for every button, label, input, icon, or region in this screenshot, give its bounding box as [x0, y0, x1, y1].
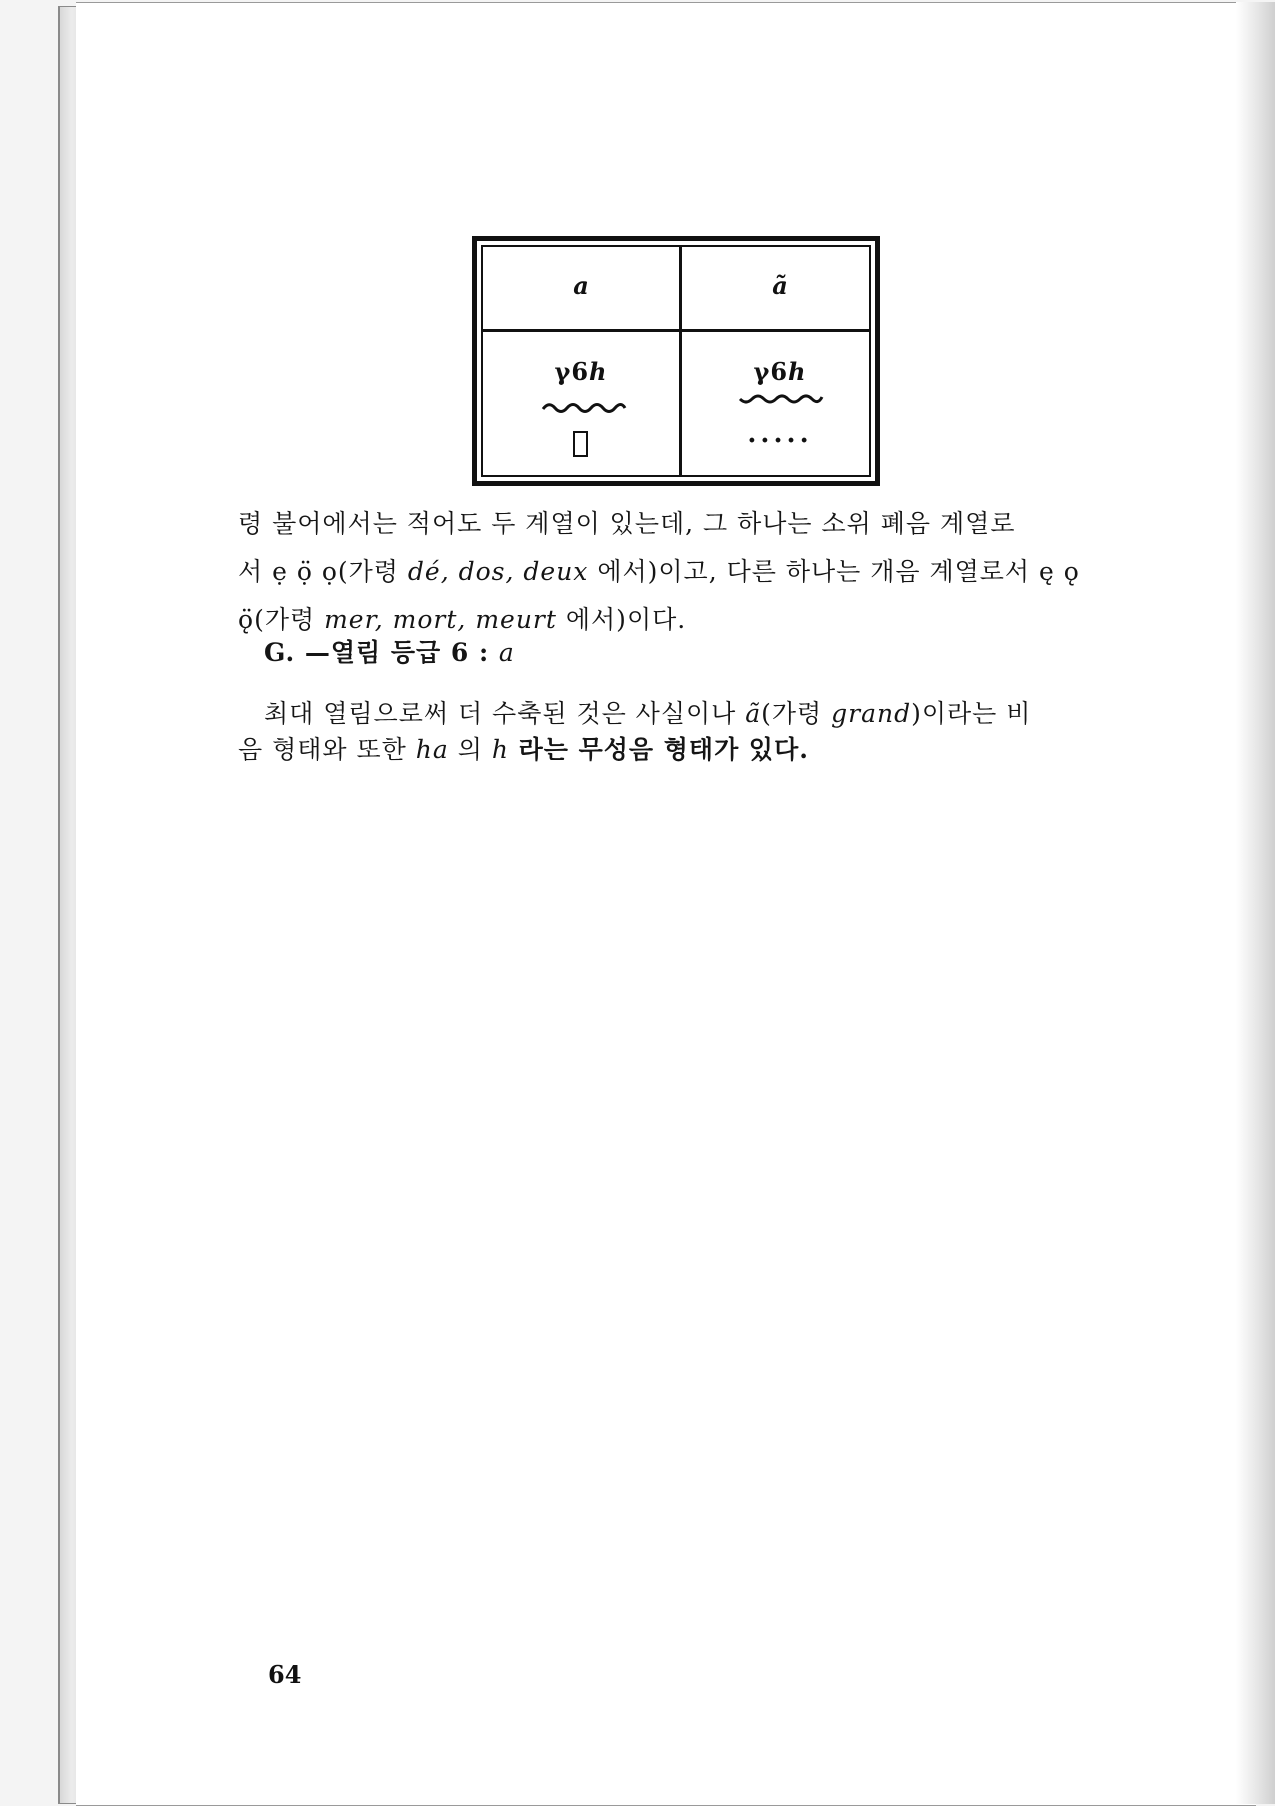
line5-text-a: 최대 열림으로써 더 수축된 것은 사실이나	[264, 699, 746, 728]
section-heading-vowel: a	[498, 638, 515, 667]
line3-examples: mer, mort, meurt	[324, 605, 557, 634]
figure-col2-dots: .....	[747, 419, 813, 449]
line2-text-c: (가령	[337, 557, 408, 586]
page-edge-shadow	[1236, 2, 1275, 1804]
figure-row-divider	[483, 329, 869, 332]
figure-col1-symbols	[483, 357, 679, 386]
line2-vowels: ẹ ọ̈ ọ	[272, 557, 338, 586]
body-line-3	[238, 600, 1118, 636]
line2-open-vowels: ę ǫ	[1039, 557, 1080, 586]
figure-col2-header: ã	[772, 271, 788, 300]
figure-col1-symbols-plain: γ6	[554, 357, 590, 386]
figure-inner-frame	[481, 245, 871, 477]
line6-text-c: 의	[448, 735, 492, 764]
line5-example: grand	[831, 699, 912, 728]
line6-ha: ha	[415, 735, 449, 764]
line5-vowel: ã	[745, 699, 762, 728]
figure-col2-symbols	[682, 357, 878, 386]
line3-text-b: (가령	[254, 605, 325, 634]
line2-text-a: 서	[238, 557, 273, 586]
figure-col1-symbols-italic: h	[589, 357, 608, 386]
section-heading	[264, 633, 1144, 669]
col1-rectangle-icon	[573, 431, 588, 457]
section-heading-label: G. —열림 등급 6 :	[264, 638, 499, 667]
col1-wavy-line-icon	[541, 399, 627, 415]
line5-text-c: (가령	[761, 699, 832, 728]
body-line-5	[264, 694, 1144, 730]
line3-vowel: ǫ̈	[238, 605, 255, 634]
figure-col2-symbols-plain: γ6	[753, 357, 789, 386]
figure-col1-header: a	[573, 271, 589, 300]
line5-text-e: )이라는 비	[911, 699, 1032, 728]
line3-text-d: 에서)이다.	[556, 605, 687, 634]
phoneme-figure-table	[472, 236, 880, 486]
page-number: 64	[268, 1660, 302, 1689]
line6-text-a: 음 형태와 또한	[238, 735, 416, 764]
line6-h: h	[491, 735, 509, 764]
figure-col2-symbols-italic: h	[788, 357, 807, 386]
col2-wavy-line-icon	[738, 391, 824, 407]
line6-text-e: 라는 무성음 형태가 있다.	[508, 735, 809, 764]
body-line-1: 령 불어에서는 적어도 두 계열이 있는데, 그 하나는 소위 폐음 계열로	[238, 509, 1016, 538]
body-line-2	[238, 552, 1118, 588]
body-line-6	[238, 730, 1118, 766]
line2-text-e: 에서)이고, 다른 하나는 개음 계열로서	[588, 557, 1040, 586]
line2-examples: dé, dos, deux	[407, 557, 589, 586]
